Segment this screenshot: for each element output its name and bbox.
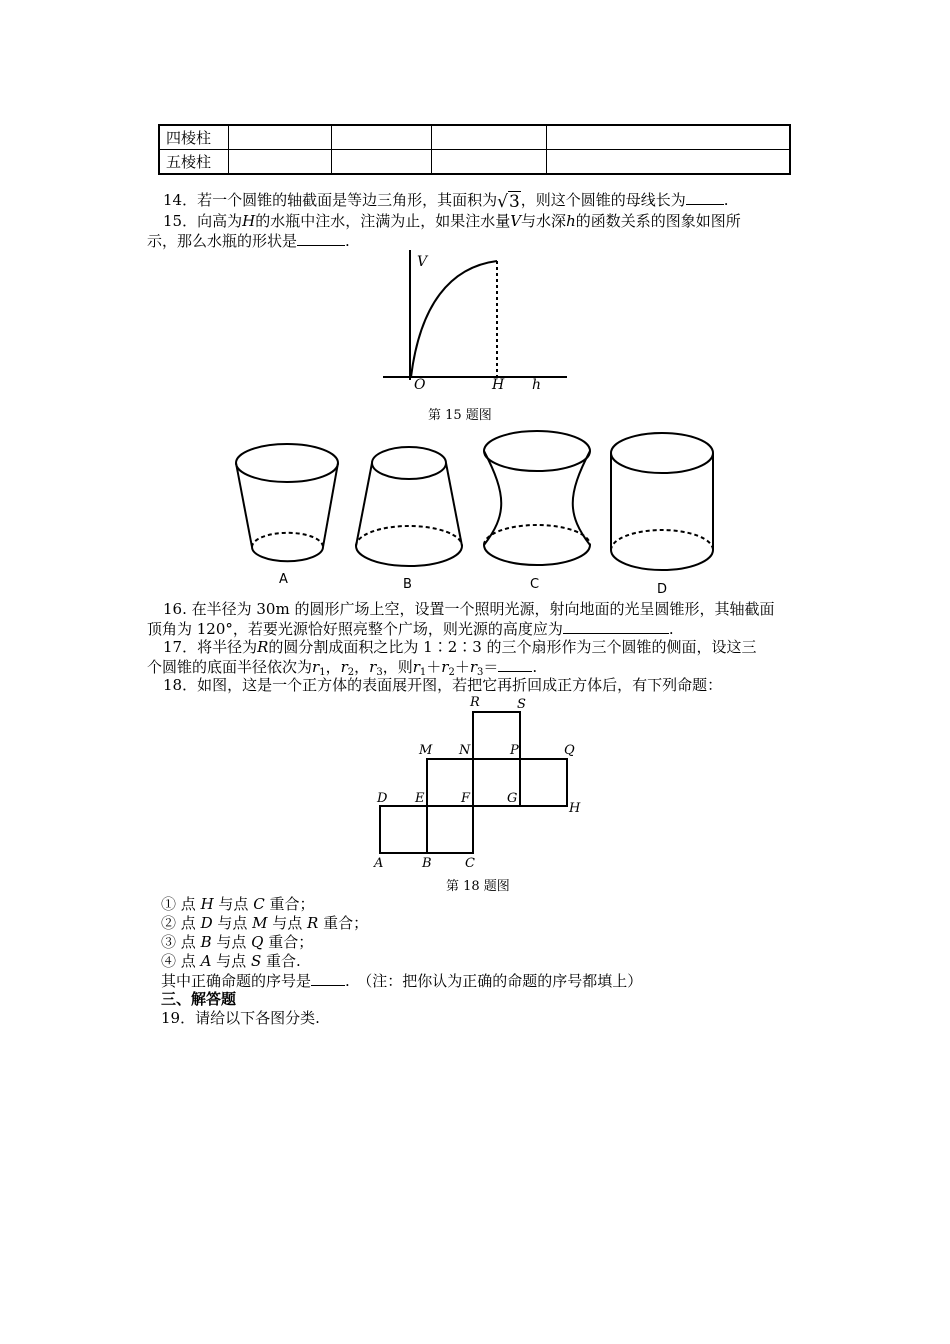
table-cell: [332, 125, 432, 150]
q14-text-after: ，则这个圆锥的母线长为: [520, 191, 686, 209]
bottle-label-a: A: [279, 572, 288, 587]
q14-end: .: [723, 191, 729, 209]
label-G: G: [507, 791, 518, 806]
q17-end: .: [532, 658, 538, 676]
point-A: A: [200, 952, 212, 970]
q16-text: 顶角为 120°，若要光源恰好照亮整个广场，则光源的高度应为: [147, 620, 563, 638]
question-17-line1: [163, 638, 757, 656]
var-r: r: [412, 658, 420, 676]
point-H: H: [200, 895, 214, 913]
prop-text: 与点: [211, 952, 251, 970]
bottle-a: [236, 444, 338, 587]
label-S: S: [517, 697, 526, 712]
prop-num: ③: [161, 933, 177, 951]
answer-blank[interactable]: [686, 190, 724, 205]
table-cell: [547, 150, 791, 175]
q15-text: 的水瓶中注水，注满为止，如果注水量: [255, 212, 511, 230]
table-cell-label: 四棱柱: [159, 125, 229, 150]
label-P: P: [510, 743, 519, 758]
q15-text: 的函数关系的图象如图所: [575, 212, 741, 230]
sub-1: 1: [319, 667, 326, 678]
table-cell: [432, 125, 547, 150]
point-B: B: [200, 933, 212, 951]
question-15-line2: [147, 231, 350, 250]
prop-text: 重合.: [261, 952, 301, 970]
proposition-2: [161, 914, 368, 932]
table-cell: [332, 150, 432, 175]
table-cell: [432, 150, 547, 175]
label-h: h: [532, 377, 542, 393]
answer-blank[interactable]: [498, 657, 532, 672]
label-H: H: [569, 801, 581, 816]
prop-text: 点: [176, 914, 201, 932]
prop-text: 点: [176, 952, 201, 970]
prism-table: [158, 124, 791, 175]
q18-answer-text: 其中正确命题的序号是: [161, 972, 312, 990]
var-r: r: [469, 658, 477, 676]
table-cell: [229, 150, 332, 175]
cube-net-figure: [365, 692, 595, 877]
bottle-b: [356, 447, 462, 592]
question-15-line1: [163, 212, 741, 230]
prop-text: 点: [176, 933, 201, 951]
label-N: N: [459, 743, 471, 758]
prop-num: ②: [161, 914, 177, 932]
question-14: [163, 190, 729, 211]
var-r: r: [312, 658, 320, 676]
point-Q: Q: [251, 933, 264, 951]
sqrt-value: 3: [508, 192, 520, 212]
plus-sign: ＋: [426, 658, 442, 676]
sub-1: 1: [419, 667, 427, 678]
comma: ，: [325, 658, 341, 676]
then-text: ，则: [382, 658, 413, 676]
table-cell: [547, 125, 791, 150]
var-R: R: [257, 638, 269, 656]
prop-num: ④: [161, 952, 177, 970]
var-r: r: [340, 658, 348, 676]
prop-text: 点: [176, 895, 201, 913]
sub-3: 3: [376, 667, 383, 678]
table-row: [159, 150, 790, 175]
label-A: A: [374, 856, 384, 871]
prop-text: 与点: [212, 914, 253, 932]
label-C: C: [465, 856, 475, 871]
question-16-line1: [163, 600, 774, 618]
label-Q: Q: [564, 743, 575, 758]
q15-text: 示，那么水瓶的形状是: [147, 232, 298, 250]
label-B: B: [422, 856, 432, 871]
volume-depth-graph: [380, 245, 570, 395]
point-D: D: [200, 914, 213, 932]
var-r: r: [441, 658, 449, 676]
q17-text: 的圆分割成面积之比为 1∶2∶3 的三个扇形作为三个圆锥的侧面，设这三: [268, 638, 757, 656]
question-19: 19．请给以下各图分类.: [161, 1009, 320, 1027]
sub-2: 2: [347, 667, 355, 678]
sqrt-expression: √3: [497, 192, 520, 212]
table-row: [159, 125, 790, 150]
prop-text: 重合；: [263, 933, 314, 951]
prop-text: 重合；: [264, 895, 315, 913]
comma: ，: [354, 658, 370, 676]
q16-end: .: [668, 620, 674, 638]
q14-text: 14．若一个圆锥的轴截面是等边三角形，其面积为: [163, 191, 498, 209]
figure-18-caption: 第 18 题图: [446, 879, 510, 894]
answer-blank[interactable]: [563, 619, 669, 634]
bottle-c: [484, 431, 590, 592]
prop-num: ①: [161, 895, 177, 913]
answer-blank[interactable]: [297, 231, 345, 246]
plus-sign: ＋: [454, 658, 470, 676]
sub-2: 2: [448, 667, 455, 678]
q15-end: .: [345, 232, 350, 250]
point-M: M: [252, 914, 268, 932]
answer-blank[interactable]: [311, 971, 345, 986]
point-R: R: [307, 914, 319, 932]
sub-3: 3: [477, 667, 484, 678]
prop-text: 与点: [267, 914, 308, 932]
q16-text: 16. 在半径为 30m 的圆形广场上空，设置一个照明光源，射向地面的光呈圆锥形，其轴截面: [163, 600, 775, 618]
var-H: H: [242, 212, 256, 230]
table-cell: [229, 125, 332, 150]
q15-text: 与水深: [521, 212, 567, 230]
section-heading: 三、解答题: [161, 990, 237, 1008]
label-D: D: [377, 791, 388, 806]
q17-text: 17．将半径为: [163, 638, 258, 656]
prop-text: 与点: [211, 933, 252, 951]
bottle-label-c: C: [530, 577, 540, 592]
bottle-options: [225, 425, 735, 600]
point-C: C: [253, 895, 265, 913]
bottle-d: [611, 433, 713, 597]
q18-note: . （注：把你认为正确的命题的序号都填上）: [345, 972, 643, 990]
label-E: E: [415, 791, 425, 806]
proposition-4: [161, 952, 301, 970]
bottle-label-b: B: [403, 577, 412, 592]
point-S: S: [250, 952, 262, 970]
prop-text: 重合；: [318, 914, 369, 932]
question-16-line2: [147, 619, 674, 638]
label-V: V: [417, 254, 428, 270]
figure-15-caption: 第 15 题图: [428, 408, 492, 423]
var-V: V: [510, 212, 522, 230]
cube-net-squares: [380, 712, 567, 853]
q18-answer-line: [161, 971, 642, 990]
label-F: F: [461, 791, 471, 806]
proposition-3: [161, 933, 313, 951]
prop-text: 与点: [213, 895, 254, 913]
label-H: H: [492, 377, 505, 393]
volume-curve: [411, 261, 497, 377]
bottle-label-d: D: [657, 582, 668, 597]
q17-text: 个圆锥的底面半径依次为: [147, 658, 313, 676]
q18-text: 18．如图，这是一个正方体的表面展开图，若把它再折回成正方体后，有下列命题：: [163, 676, 723, 694]
equals-sign: ＝: [483, 658, 499, 676]
table-cell-label: 五棱柱: [159, 150, 229, 175]
label-R: R: [470, 695, 480, 710]
label-M: M: [419, 743, 433, 758]
q15-text: 15．向高为: [163, 212, 243, 230]
var-h: h: [566, 212, 576, 230]
proposition-1: [161, 895, 314, 913]
var-r: r: [369, 658, 377, 676]
label-O: O: [414, 377, 426, 393]
